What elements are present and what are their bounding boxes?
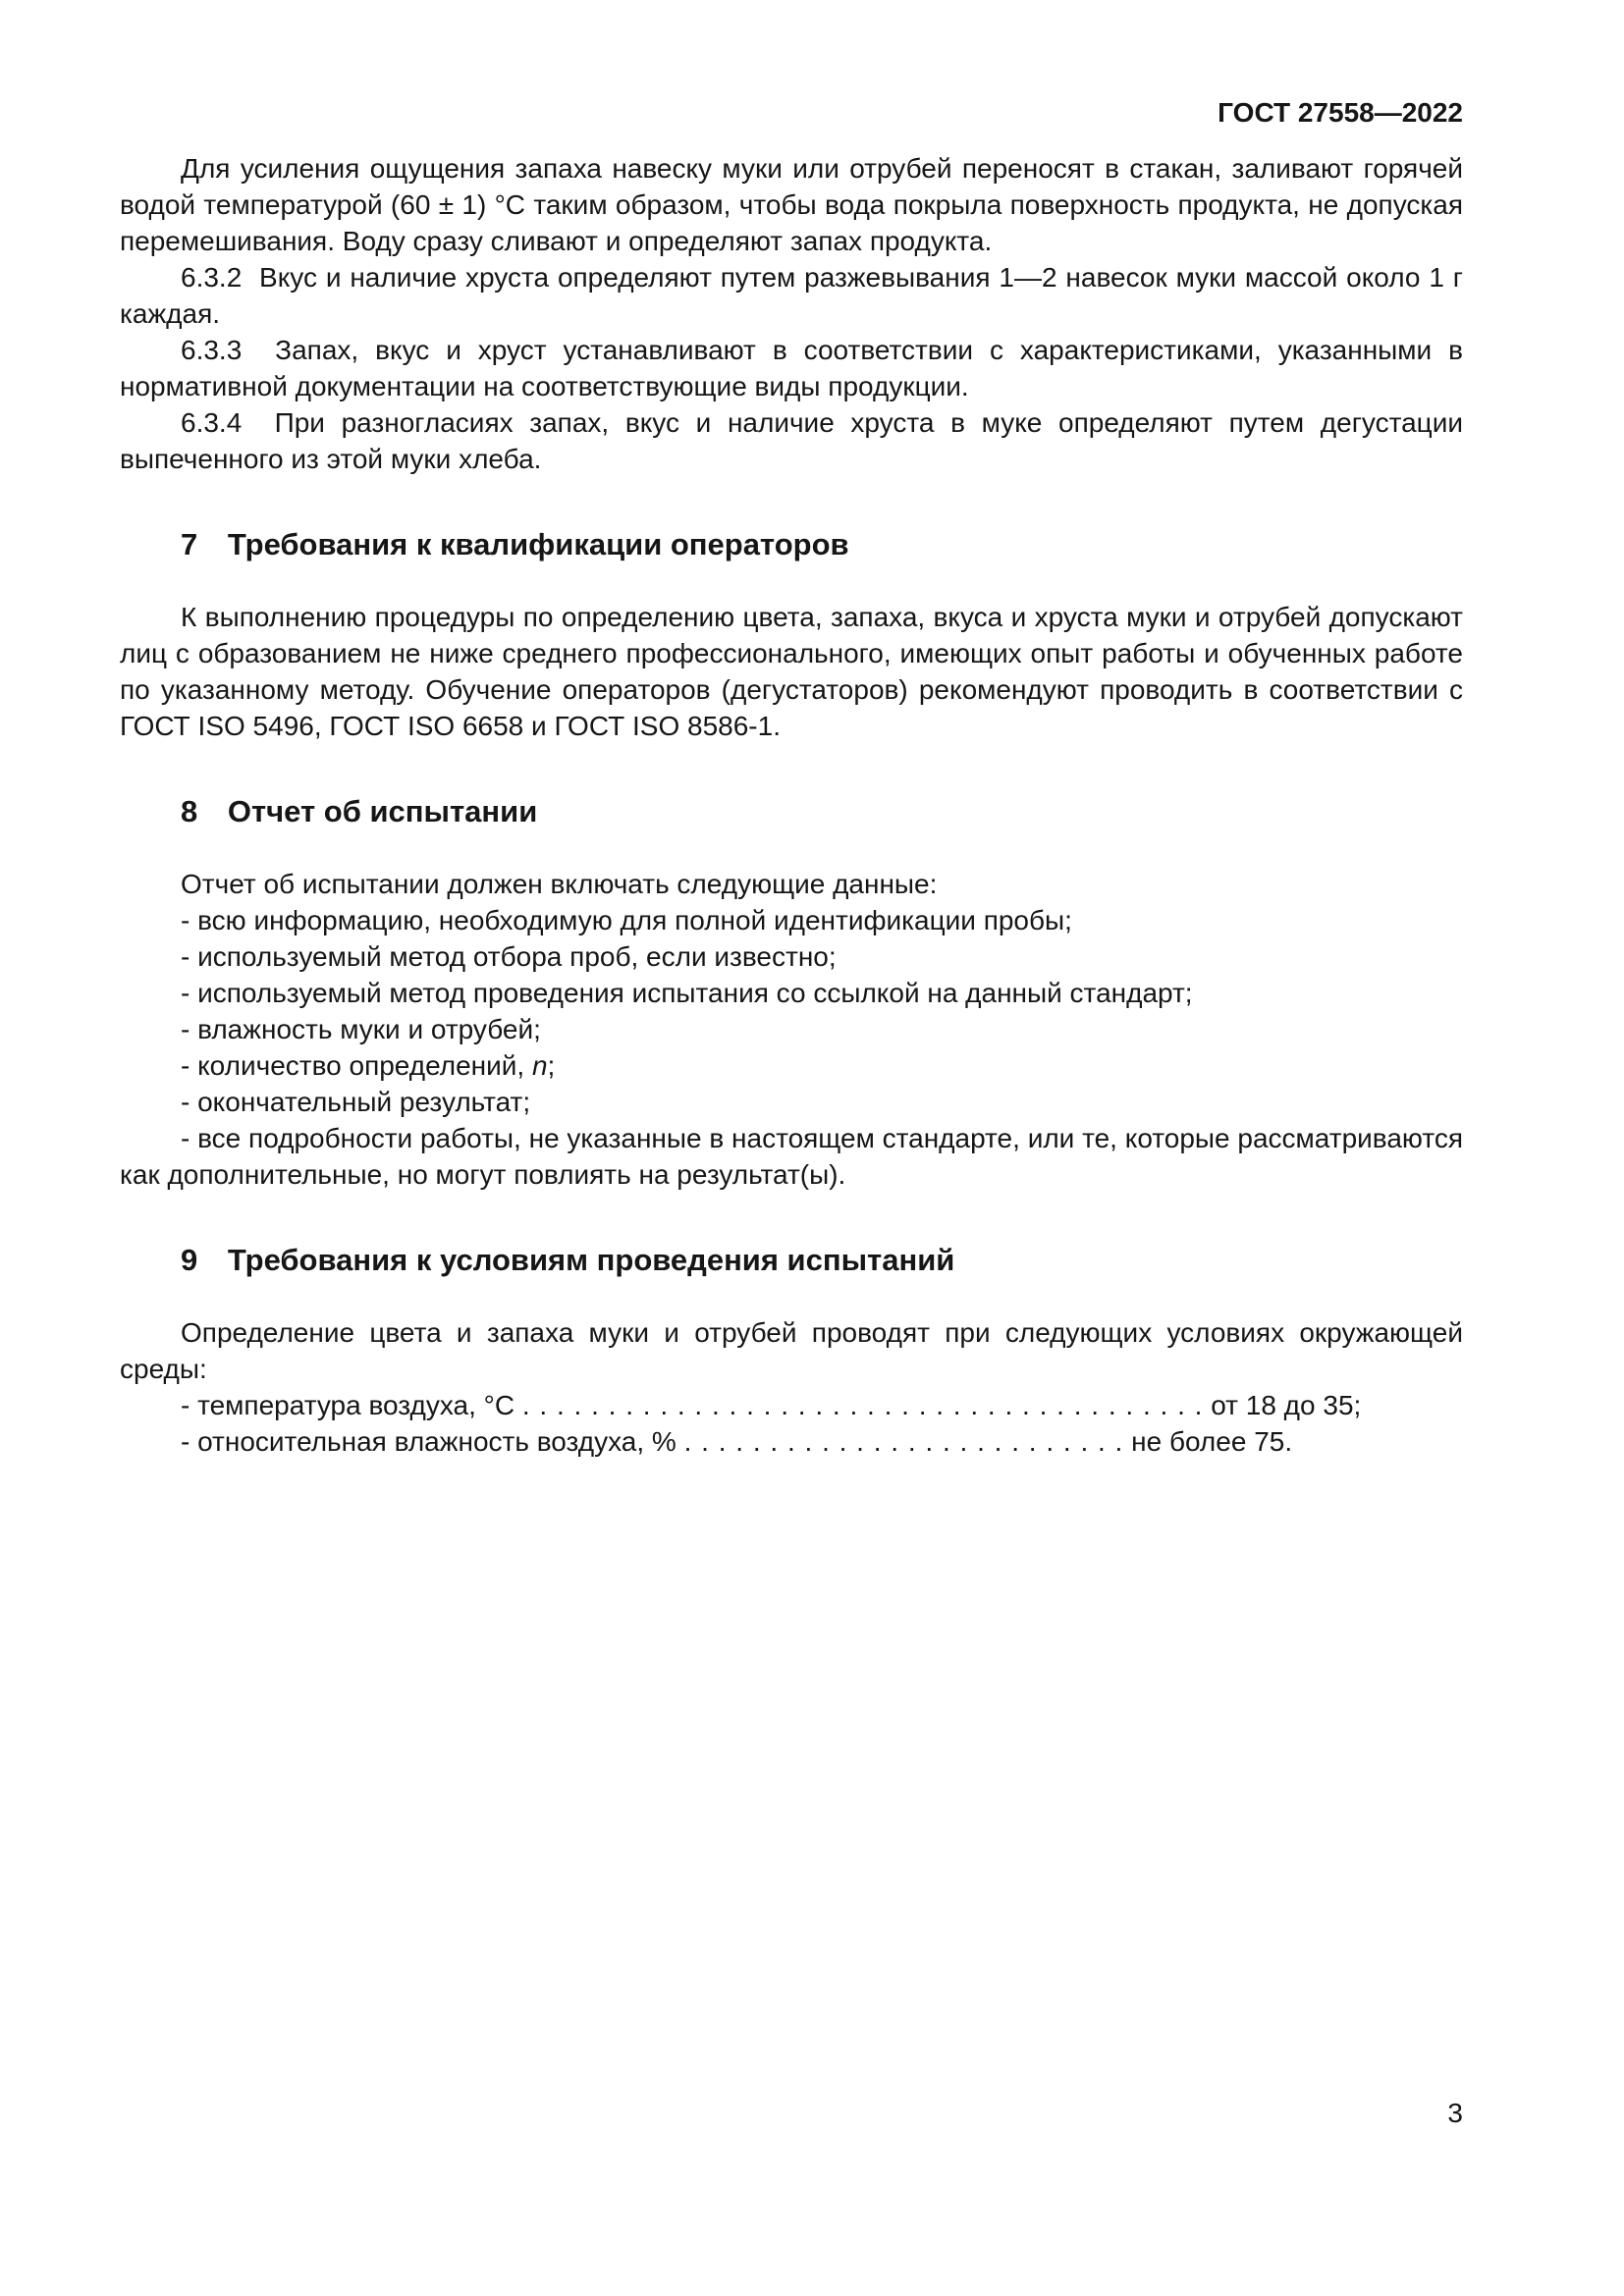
section-number: 7 [181, 527, 198, 561]
condition-value: не более 75. [1123, 1426, 1293, 1457]
section-number: 9 [181, 1243, 198, 1277]
list-item [120, 1047, 1463, 1084]
paragraph: 6.3.2 Вкус и наличие хруста определяют путем разжевывания 1—2 навесок муки массой около 1 г каждая. [120, 262, 1463, 329]
dot-leader: . . . . . . . . . . . . . . . . . . . . . . . . . . . . . . . . . . . . . . . . [521, 1390, 1204, 1420]
paragraph: 6.3.3 Запах, вкус и хруст устанавливают в соответствии с характеристиками, указанными в нормативной документации на соответствующие виды продукции. [120, 335, 1463, 401]
section-title: Требования к квалификации операторов [227, 527, 849, 561]
list-item-variable: n [531, 1050, 548, 1081]
condition-label: - температура воздуха, °С [181, 1390, 522, 1420]
list-item-text: - всю информацию, необходимую для полной идентификации пробы; [181, 905, 1072, 935]
list-item-text: ; [547, 1050, 556, 1081]
paragraph: Отчет об испытании должен включать следующие данные: [181, 869, 938, 899]
condition-line [120, 1423, 1463, 1460]
doc-code-header: ГОСТ 27558—2022 [1218, 97, 1463, 128]
condition-value: от 18 до 35; [1203, 1390, 1362, 1420]
list-item-text: - количество определений, [181, 1050, 532, 1081]
section-heading-7 [181, 526, 1463, 563]
dot-leader: . . . . . . . . . . . . . . . . . . . . . . . . . . [683, 1426, 1124, 1457]
section-title: Требования к условиям проведения испытаний [227, 1243, 955, 1277]
section-heading-8 [181, 793, 1463, 830]
list-item-text: - влажность муки и отрубей; [181, 1014, 541, 1044]
section-heading-9 [181, 1242, 1463, 1279]
list-item [120, 1120, 1463, 1193]
list-item [120, 902, 1463, 938]
paragraph: Определение цвета и запаха муки и отрубей проводят при следующих условиях окружающей среды: [120, 1317, 1463, 1384]
list-item [120, 1084, 1463, 1120]
section-title: Отчет об испытании [227, 794, 538, 828]
list-item-text: - используемый метод отбора проб, если известно; [181, 941, 837, 972]
condition-line [120, 1387, 1463, 1423]
list-item-text: - окончательный результат; [181, 1087, 531, 1117]
list-item-text: - все подробности работы, не указанные в настоящем стандарте, или те, которые рассматриваются как дополнительные, но могут повлиять на результат(ы). [120, 1123, 1463, 1190]
section-number: 8 [181, 794, 198, 828]
paragraph: 6.3.4 При разногласиях запах, вкус и наличие хруста в муке определяют путем дегустации выпеченного из этой муки хлеба. [120, 407, 1463, 474]
paragraph: К выполнению процедуры по определению цвета, запаха, вкуса и хруста муки и отрубей допускают лиц с образованием не ниже среднего профессионального, имеющих опыт работы и обученных работе по указанному методу. Обучение операторов (дегустаторов) рекомендуют проводить в соответствии с ГОСТ ISO 5496, ГОСТ ISO 6658 и ГОСТ ISO 8586-1. [120, 602, 1463, 741]
list-item [120, 975, 1463, 1011]
condition-label: - относительная влажность воздуха, % [181, 1426, 684, 1457]
list-item [120, 1011, 1463, 1047]
page-number: 3 [1447, 2098, 1463, 2128]
list-item-text: - используемый метод проведения испытания со ссылкой на данный стандарт; [181, 978, 1193, 1008]
list-item [120, 938, 1463, 975]
paragraph: Для усиления ощущения запаха навеску муки или отрубей переносят в стакан, заливают горячей водой температурой (60 ± 1) °С таким образом, чтобы вода покрыла поверхность продукта, не допуская перемешивания. Воду сразу сливают и определяют запах продукта. [120, 153, 1463, 256]
